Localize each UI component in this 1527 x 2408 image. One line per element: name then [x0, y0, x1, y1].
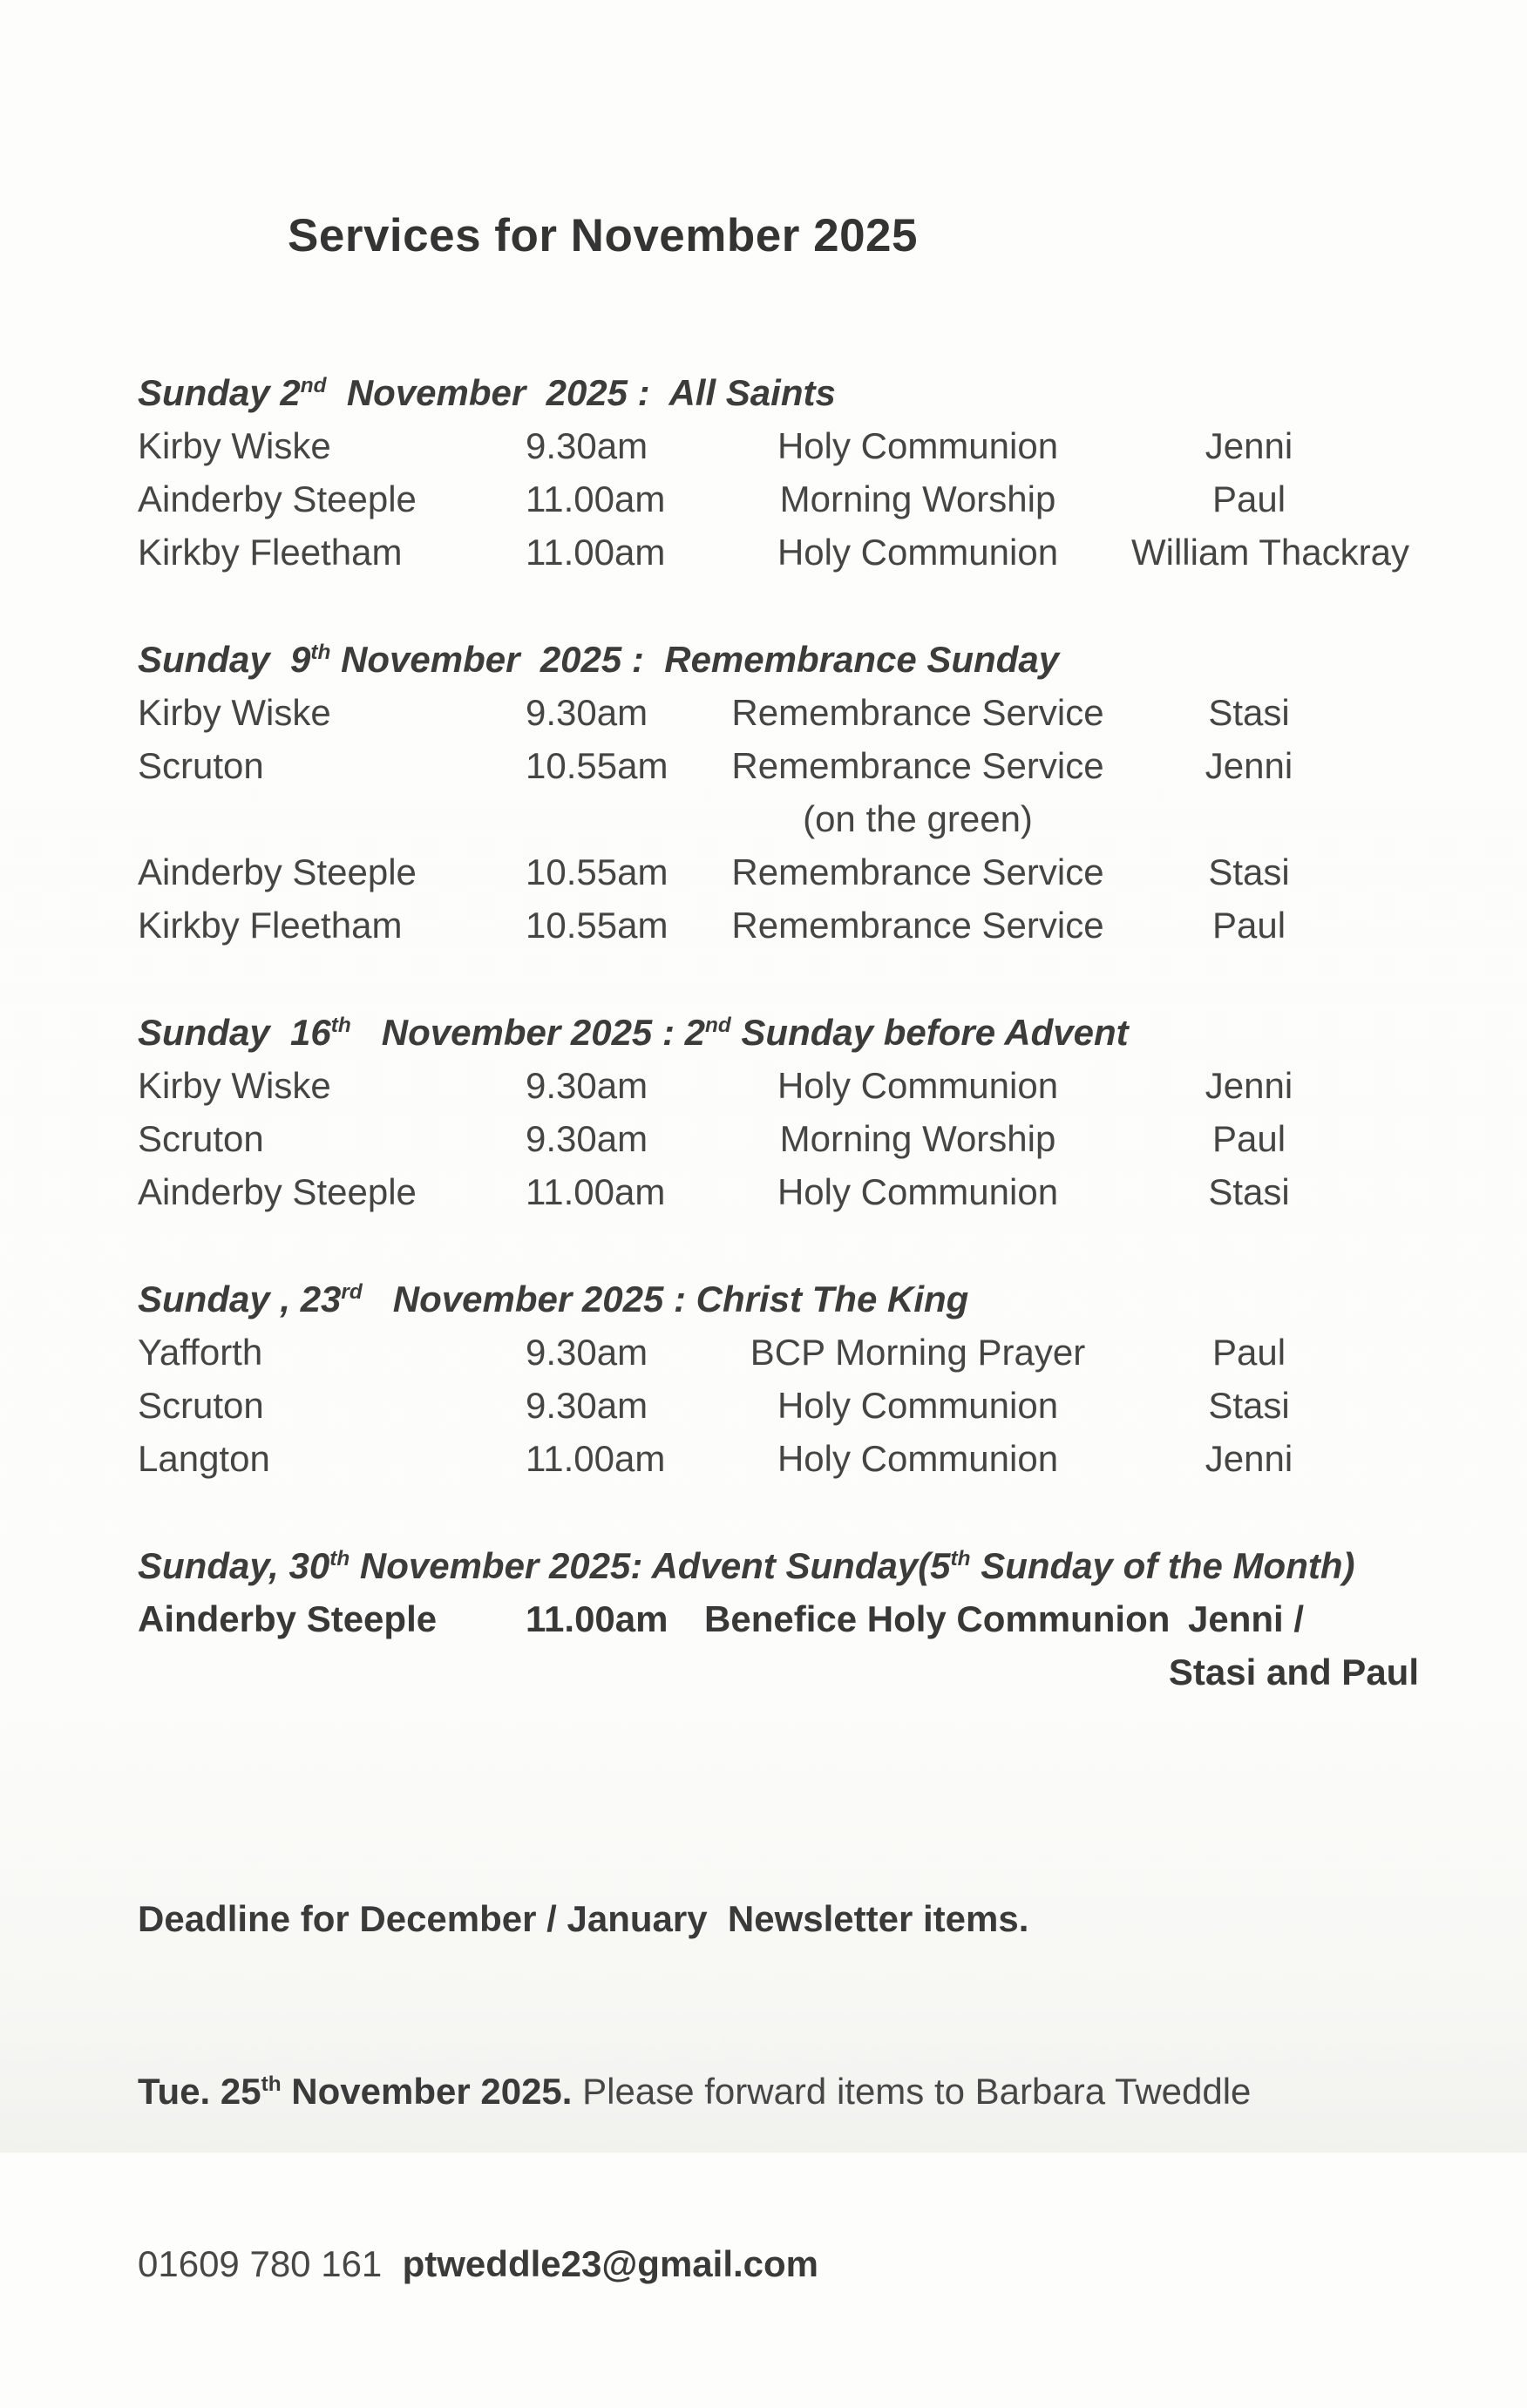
section-rows	[138, 419, 1419, 579]
time-cell: 10.55am	[526, 905, 668, 946]
section-heading-text: Sunday 16	[138, 1012, 331, 1053]
service-row	[138, 1165, 1419, 1218]
service-row	[138, 1592, 1419, 1645]
service-cell: Remembrance Service	[731, 692, 1104, 733]
footer-contact-line	[138, 2235, 1419, 2293]
section-heading-text: November 2025 : 2	[350, 1012, 705, 1053]
venue-cell: Ainderby Steeple	[138, 1171, 417, 1212]
leader-cell: Stasi	[1208, 851, 1290, 892]
service-cell: BCP Morning Prayer	[750, 1332, 1086, 1373]
section-heading-text: November 2025 : Christ The King	[362, 1279, 969, 1319]
footer-date-text: November 2025.	[281, 2071, 573, 2112]
service-cell: Remembrance Service	[731, 745, 1104, 786]
service-sections	[138, 366, 1419, 1699]
venue-cell: Ainderby Steeple	[138, 851, 417, 892]
service-row	[138, 739, 1419, 792]
footer-date-line	[138, 2063, 1419, 2120]
service-cell: Holy Communion	[777, 1171, 1059, 1212]
section-heading-ordinal: th	[310, 641, 331, 664]
venue-cell: Scruton	[138, 1118, 264, 1159]
service-cell: Holy Communion	[777, 1385, 1059, 1426]
time-cell: 9.30am	[526, 692, 648, 733]
service-note: (on the green)	[803, 798, 1033, 839]
leader-cell: Paul	[1211, 905, 1286, 946]
section-heading	[138, 1006, 1419, 1059]
footer-gap	[382, 2243, 402, 2284]
leader-cell: Stasi	[1208, 1385, 1290, 1426]
service-row	[138, 419, 1419, 472]
service-cell: Remembrance Service	[731, 905, 1104, 946]
footer-email: ptweddle23@gmail.com	[402, 2243, 819, 2284]
service-row	[138, 686, 1419, 739]
section-heading	[138, 1539, 1419, 1592]
section-heading-text: November 2025 : All Saints	[326, 372, 836, 413]
footer-phone: 01609 780 161	[138, 2243, 383, 2284]
leader-cell: Paul	[1211, 1118, 1286, 1159]
section-heading-text: Sunday 9	[138, 639, 311, 680]
leader-cell: Paul	[1211, 478, 1286, 519]
section-heading-ordinal: nd	[704, 1014, 731, 1037]
venue-cell: Scruton	[138, 1385, 264, 1426]
section-heading	[138, 1272, 1419, 1326]
service-row	[138, 845, 1419, 899]
footer-note	[138, 1775, 1419, 2408]
footer-date-text	[138, 2071, 572, 2112]
section-rows	[138, 1592, 1419, 1645]
service-row	[138, 472, 1419, 526]
footer-deadline-line	[138, 1890, 1419, 1948]
time-cell: 10.55am	[526, 745, 668, 786]
service-row	[138, 1432, 1419, 1485]
section-rows	[138, 686, 1419, 952]
leader-cell: William Thackray	[1131, 532, 1409, 573]
leader-cell: Jenni	[1205, 1438, 1293, 1479]
service-section	[138, 633, 1419, 952]
section-rows	[138, 1326, 1419, 1485]
service-cell: Benefice Holy Communion	[704, 1598, 1171, 1639]
service-section	[138, 1272, 1419, 1485]
section-heading	[138, 366, 1419, 419]
service-cell: Holy Communion	[777, 532, 1059, 573]
venue-cell: Yafforth	[138, 1332, 263, 1373]
section-heading-ordinal: th	[330, 1014, 351, 1037]
footer-deadline-text: Deadline for December / January Newsletter items.	[138, 1898, 1029, 1939]
page-title: Services for November 2025	[288, 210, 919, 261]
time-cell: 11.00am	[526, 1438, 666, 1479]
time-cell: 9.30am	[526, 1385, 648, 1426]
section-heading-ordinal: th	[950, 1547, 971, 1570]
venue-cell: Kirkby Fleetham	[138, 532, 403, 573]
section-heading-ordinal: nd	[300, 374, 327, 397]
service-cell: Morning Worship	[779, 478, 1056, 519]
leader-cell: Jenni /	[1188, 1598, 1305, 1639]
time-cell: 11.00am	[526, 532, 666, 573]
section-heading	[138, 633, 1419, 686]
venue-cell: Scruton	[138, 745, 264, 786]
section-heading-text: Sunday before Advent	[730, 1012, 1129, 1053]
leader-cell: Jenni	[1205, 1065, 1293, 1106]
service-cell: Holy Communion	[777, 1065, 1059, 1106]
service-cell: Remembrance Service	[731, 851, 1104, 892]
leader-cell: Stasi	[1208, 692, 1290, 733]
section-heading-text: Sunday of the Month)	[970, 1545, 1355, 1586]
time-cell: 11.00am	[526, 478, 666, 519]
leader-cell: Jenni	[1205, 745, 1293, 786]
service-cell: Holy Communion	[777, 425, 1059, 466]
section-heading-ordinal: rd	[341, 1280, 363, 1304]
section-heading-ordinal: th	[329, 1547, 350, 1570]
service-section	[138, 1006, 1419, 1218]
service-row	[138, 1059, 1419, 1112]
service-cell: Holy Communion	[777, 1438, 1059, 1479]
footer-date-text: Tue. 25	[138, 2071, 261, 2112]
section-heading-text: Sunday , 23	[138, 1279, 342, 1319]
footer-forward-text: Please forward items to Barbara Tweddle	[572, 2071, 1252, 2112]
service-row	[138, 1326, 1419, 1379]
time-cell: 9.30am	[526, 1118, 648, 1159]
time-cell: 9.30am	[526, 1332, 648, 1373]
time-cell: 9.30am	[526, 425, 648, 466]
venue-cell: Ainderby Steeple	[138, 1598, 438, 1639]
section-heading-text: November 2025: Advent Sunday(5	[350, 1545, 951, 1586]
section-heading-text: November 2025 : Remembrance Sunday	[330, 639, 1060, 680]
section-heading-text: Sunday, 30	[138, 1545, 330, 1586]
service-row	[138, 899, 1419, 952]
service-row	[138, 526, 1419, 579]
service-note-row	[138, 792, 1419, 845]
service-section	[138, 1539, 1419, 1699]
time-cell: 11.00am	[526, 1171, 666, 1212]
footer-date-ordinal: th	[261, 2072, 282, 2096]
time-cell: 11.00am	[526, 1598, 668, 1639]
leader-cell: Jenni	[1205, 425, 1293, 466]
venue-cell: Kirkby Fleetham	[138, 905, 403, 946]
leader-continuation: Stasi and Paul	[1168, 1652, 1419, 1692]
leader-cell: Stasi	[1208, 1171, 1290, 1212]
page-content	[138, 207, 1419, 2408]
section-rows	[138, 1059, 1419, 1218]
section-heading-text: Sunday 2	[138, 372, 301, 413]
time-cell: 10.55am	[526, 851, 668, 892]
leader-cell: Paul	[1211, 1332, 1286, 1373]
venue-cell: Langton	[138, 1438, 270, 1479]
venue-cell: Kirby Wiske	[138, 1065, 331, 1106]
venue-cell: Kirby Wiske	[138, 692, 331, 733]
service-row	[138, 1379, 1419, 1432]
service-cell: Morning Worship	[779, 1118, 1056, 1159]
service-row	[138, 1112, 1419, 1165]
venue-cell: Kirby Wiske	[138, 425, 331, 466]
service-section	[138, 366, 1419, 579]
time-cell: 9.30am	[526, 1065, 648, 1106]
venue-cell: Ainderby Steeple	[138, 478, 417, 519]
